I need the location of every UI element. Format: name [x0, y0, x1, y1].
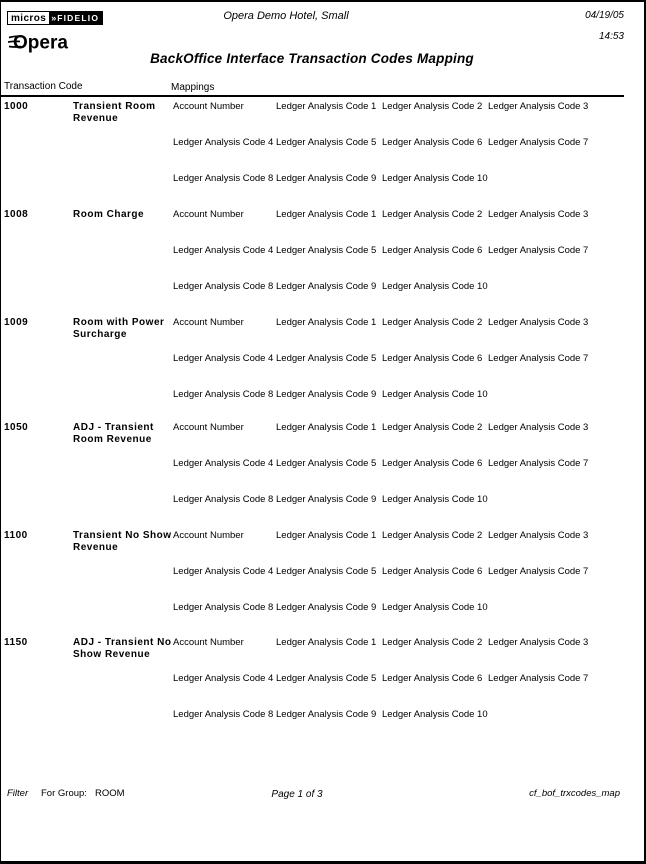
mapping-line: [1, 709, 644, 721]
transaction-description: ADJ - Transient Room Revenue: [73, 422, 154, 445]
mapping-label: Ledger Analysis Code 5: [276, 245, 377, 256]
report-time: 14:53: [598, 31, 624, 42]
mapping-label: Ledger Analysis Code 2: [382, 637, 483, 648]
mapping-label: Ledger Analysis Code 9: [276, 173, 377, 184]
mapping-line: [1, 137, 644, 149]
report-id: cf_bof_trxcodes_map: [529, 788, 620, 799]
mapping-label: Ledger Analysis Code 6: [382, 458, 483, 469]
mapping-line: [1, 602, 644, 614]
table-row: [1, 99, 644, 207]
mapping-label: Ledger Analysis Code 10: [382, 602, 488, 613]
mapping-label: Ledger Analysis Code 3: [488, 317, 589, 328]
mapping-label: Ledger Analysis Code 10: [382, 281, 488, 292]
header-rule: [1, 95, 624, 97]
mapping-label: Ledger Analysis Code 2: [382, 317, 483, 328]
mapping-label: Ledger Analysis Code 5: [276, 137, 377, 148]
hotel-name: Opera Demo Hotel, Small: [223, 10, 349, 22]
mapping-label: Ledger Analysis Code 6: [382, 245, 483, 256]
mapping-label: Ledger Analysis Code 4: [173, 353, 274, 364]
mapping-label: Ledger Analysis Code 8: [173, 173, 274, 184]
transaction-code: 1008: [4, 209, 29, 220]
mapping-label: Ledger Analysis Code 6: [382, 137, 483, 148]
mapping-label: Ledger Analysis Code 5: [276, 458, 377, 469]
mapping-label: Ledger Analysis Code 4: [173, 137, 274, 148]
mapping-label: Ledger Analysis Code 7: [488, 458, 589, 469]
group-label: For Group:: [41, 788, 87, 799]
mapping-label: Ledger Analysis Code 10: [382, 709, 488, 720]
mapping-label: Ledger Analysis Code 9: [276, 602, 377, 613]
mapping-label: Ledger Analysis Code 3: [488, 637, 589, 648]
mapping-label: Ledger Analysis Code 8: [173, 494, 274, 505]
mapping-label: Ledger Analysis Code 1: [276, 422, 377, 433]
mapping-line: [1, 317, 644, 329]
transaction-code: 1050: [4, 422, 29, 433]
transaction-description: Transient No Show Revenue: [73, 530, 172, 553]
filter-label: Filter: [7, 788, 29, 799]
mapping-line: [1, 673, 644, 685]
mapping-label: Ledger Analysis Code 8: [173, 602, 274, 613]
mapping-line: [1, 637, 644, 649]
mapping-label: Account Number: [173, 530, 244, 541]
transaction-description: Room with Power Surcharge: [73, 317, 165, 340]
opera-logo-text: Opera: [13, 32, 68, 54]
mapping-label: Ledger Analysis Code 9: [276, 494, 377, 505]
transaction-description: Transient Room Revenue: [73, 101, 156, 124]
mapping-label: Ledger Analysis Code 8: [173, 281, 274, 292]
mapping-label: Ledger Analysis Code 5: [276, 566, 377, 577]
mapping-line: [1, 422, 644, 434]
mapping-label: Ledger Analysis Code 2: [382, 101, 483, 112]
mapping-label: Ledger Analysis Code 6: [382, 566, 483, 577]
mapping-line: [1, 245, 644, 257]
mapping-label: Ledger Analysis Code 3: [488, 101, 589, 112]
micros-logo-text: micros: [7, 11, 50, 25]
mapping-line: [1, 458, 644, 470]
mapping-label: Account Number: [173, 209, 244, 220]
mapping-label: Ledger Analysis Code 1: [276, 101, 377, 112]
mapping-label: Ledger Analysis Code 4: [173, 566, 274, 577]
mapping-line: [1, 494, 644, 506]
column-header-mappings: Mappings: [171, 82, 215, 93]
mapping-label: Ledger Analysis Code 10: [382, 389, 488, 400]
table-row: [1, 528, 644, 636]
table-row: [1, 315, 644, 423]
mapping-label: Ledger Analysis Code 9: [276, 389, 377, 400]
transaction-description: ADJ - Transient No Show Revenue: [73, 637, 172, 660]
mapping-line: [1, 566, 644, 578]
mapping-line: [1, 101, 644, 113]
mapping-label: Ledger Analysis Code 5: [276, 353, 377, 364]
mapping-label: Ledger Analysis Code 9: [276, 709, 377, 720]
mapping-label: Account Number: [173, 101, 244, 112]
table-row: [1, 207, 644, 315]
transaction-code: 1009: [4, 317, 29, 328]
mapping-label: Ledger Analysis Code 7: [488, 353, 589, 364]
mapping-label: Ledger Analysis Code 1: [276, 317, 377, 328]
mapping-label: Ledger Analysis Code 2: [382, 209, 483, 220]
report-title: BackOffice Interface Transaction Codes Mapping: [150, 51, 474, 66]
mapping-label: Ledger Analysis Code 7: [488, 137, 589, 148]
mapping-label: Ledger Analysis Code 7: [488, 673, 589, 684]
mapping-label: Ledger Analysis Code 9: [276, 281, 377, 292]
transaction-code: 1000: [4, 101, 29, 112]
mapping-line: [1, 530, 644, 542]
mapping-label: Ledger Analysis Code 4: [173, 458, 274, 469]
mapping-line: [1, 389, 644, 401]
report-date: 04/19/05: [585, 10, 624, 21]
mapping-label: Ledger Analysis Code 1: [276, 637, 377, 648]
mapping-label: Ledger Analysis Code 2: [382, 422, 483, 433]
fidelio-arrow-icon: »: [51, 13, 57, 23]
mapping-label: Ledger Analysis Code 6: [382, 673, 483, 684]
mapping-line: [1, 209, 644, 221]
mapping-label: Ledger Analysis Code 1: [276, 530, 377, 541]
mapping-label: Ledger Analysis Code 4: [173, 673, 274, 684]
mapping-label: Ledger Analysis Code 7: [488, 245, 589, 256]
mapping-label: Ledger Analysis Code 1: [276, 209, 377, 220]
fidelio-logo-text: FIDELIO: [57, 13, 100, 23]
mapping-label: Account Number: [173, 422, 244, 433]
mapping-label: Ledger Analysis Code 10: [382, 494, 488, 505]
mapping-label: Ledger Analysis Code 5: [276, 673, 377, 684]
mapping-label: Ledger Analysis Code 8: [173, 389, 274, 400]
transaction-code: 1150: [4, 637, 28, 648]
table-row: [1, 635, 644, 743]
mapping-label: Account Number: [173, 637, 244, 648]
mapping-label: Ledger Analysis Code 3: [488, 422, 589, 433]
page-number: Page 1 of 3: [271, 789, 323, 800]
transaction-description: Room Charge: [73, 209, 145, 220]
transaction-code: 1100: [4, 530, 28, 541]
mapping-label: Account Number: [173, 317, 244, 328]
group-value: ROOM: [95, 788, 125, 799]
table-row: [1, 420, 644, 528]
mapping-line: [1, 173, 644, 185]
mapping-line: [1, 353, 644, 365]
mapping-label: Ledger Analysis Code 3: [488, 209, 589, 220]
mapping-label: Ledger Analysis Code 2: [382, 530, 483, 541]
column-header-transaction-code: Transaction Code: [4, 81, 83, 92]
mapping-label: Ledger Analysis Code 3: [488, 530, 589, 541]
mapping-label: Ledger Analysis Code 4: [173, 245, 274, 256]
mapping-label: Ledger Analysis Code 7: [488, 566, 589, 577]
mapping-label: Ledger Analysis Code 8: [173, 709, 274, 720]
mapping-line: [1, 281, 644, 293]
mapping-label: Ledger Analysis Code 10: [382, 173, 488, 184]
mapping-label: Ledger Analysis Code 6: [382, 353, 483, 364]
